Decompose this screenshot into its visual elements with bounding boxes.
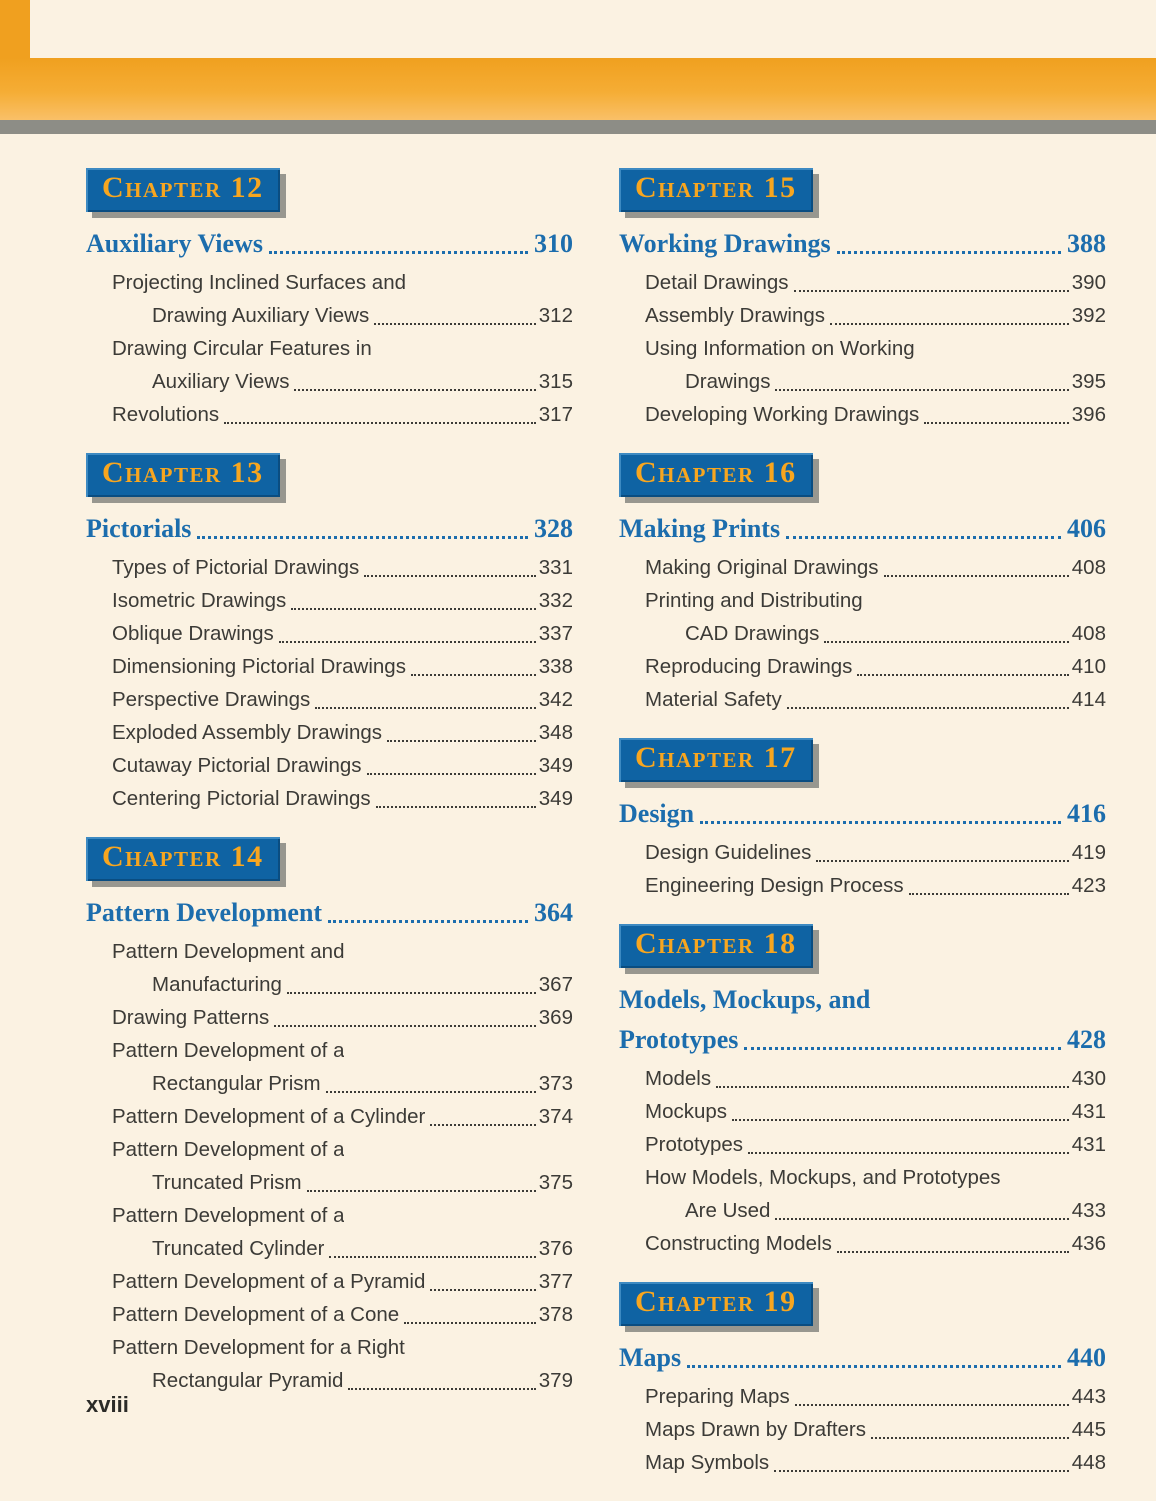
dot-leader — [329, 1256, 535, 1258]
toc-entry-line — [86, 782, 573, 815]
toc-entry-text: Developing Working Drawings — [645, 403, 920, 426]
toc-entry-page-number: 379 — [538, 1369, 573, 1392]
chapter-badge-row — [619, 1282, 1106, 1332]
chapter-badge: Chapter 19 — [619, 1282, 813, 1326]
toc-entry-page-number: 332 — [538, 589, 573, 612]
toc-entry-page-number: 433 — [1071, 1199, 1106, 1222]
toc-entry-line — [619, 1380, 1106, 1413]
toc-entry-line — [619, 1413, 1106, 1446]
toc-entry-line — [86, 1133, 573, 1166]
toc-entry-text: Making Original Drawings — [645, 556, 879, 579]
chapter-badge-row — [619, 738, 1106, 788]
toc-entry-line — [86, 650, 573, 683]
toc-entry-page-number: 390 — [1071, 271, 1106, 294]
toc-entry-line — [86, 683, 573, 716]
toc-entry-text: Pattern Development of a — [112, 1039, 345, 1062]
dot-leader — [924, 422, 1069, 424]
toc-entry-line — [86, 1034, 573, 1067]
dot-leader — [367, 773, 536, 775]
dot-leader — [787, 707, 1069, 709]
toc-entry-text: Drawings — [685, 370, 771, 393]
toc-entry-line — [619, 584, 1106, 617]
toc-entry-page-number: 315 — [538, 370, 573, 393]
dot-leader — [274, 1025, 536, 1027]
toc-entry-text: Pattern Development and — [112, 940, 345, 963]
toc-entry-text: Models — [645, 1067, 712, 1090]
chapter-title-line — [619, 982, 1106, 1018]
dot-leader — [795, 1404, 1069, 1406]
toc-entry-line — [619, 1161, 1106, 1194]
dot-leader — [816, 860, 1068, 862]
dot-leader — [294, 389, 535, 391]
dot-leader — [404, 1322, 536, 1324]
chapter-title-text: Design — [619, 799, 695, 828]
chapter-page-number: 416 — [1067, 799, 1106, 828]
toc-entry-page-number: 367 — [538, 973, 573, 996]
toc-entry-text: Assembly Drawings — [645, 304, 825, 327]
toc-entry-page-number: 312 — [538, 304, 573, 327]
toc-entry-text: Pattern Development of a Pyramid — [112, 1270, 426, 1293]
toc-entry-page-number: 378 — [538, 1303, 573, 1326]
toc-entry-text: Constructing Models — [645, 1232, 832, 1255]
toc-entry-text: Pattern Development for a Right — [112, 1336, 405, 1359]
chapter-badge: Chapter 14 — [86, 837, 280, 881]
dot-leader — [326, 1091, 536, 1093]
toc-entry-text: Drawing Auxiliary Views — [152, 304, 370, 327]
toc-entry-line — [86, 1232, 573, 1265]
toc-entry-page-number: 408 — [1071, 556, 1106, 579]
toc-entry-line — [86, 1364, 573, 1397]
gray-shadow-band — [0, 120, 1156, 134]
toc-entry-text: Truncated Prism — [152, 1171, 302, 1194]
toc-entry-text: Rectangular Pyramid — [152, 1369, 344, 1392]
toc-entry-line — [619, 1062, 1106, 1095]
toc-entry-page-number: 445 — [1071, 1418, 1106, 1441]
chapter-title-text: Maps — [619, 1343, 682, 1372]
toc-entry-text: Drawing Circular Features in — [112, 337, 372, 360]
toc-entry-text: Drawing Patterns — [112, 1006, 270, 1029]
toc-entry-page-number: 338 — [538, 655, 573, 678]
dot-leader — [328, 920, 528, 923]
chapter-badge-row — [619, 924, 1106, 974]
toc-entry-page-number: 448 — [1071, 1451, 1106, 1474]
toc-entry-text: Mockups — [645, 1100, 728, 1123]
toc-entry-text: Exploded Assembly Drawings — [112, 721, 383, 744]
toc-entry-line — [619, 1446, 1106, 1479]
toc-columns — [86, 168, 1106, 1501]
dot-leader — [279, 641, 536, 643]
toc-entry-line — [619, 299, 1106, 332]
dot-leader — [716, 1086, 1069, 1088]
toc-entry-text: Prototypes — [645, 1133, 743, 1156]
toc-entry-page-number: 348 — [538, 721, 573, 744]
chapter-page-number: 440 — [1067, 1343, 1106, 1372]
chapter-badge: Chapter 15 — [619, 168, 813, 212]
toc-entry-text: Centering Pictorial Drawings — [112, 787, 371, 810]
dot-leader — [794, 290, 1069, 292]
chapter-page-number: 406 — [1067, 514, 1106, 543]
dot-leader — [837, 251, 1061, 254]
toc-entry-line — [619, 617, 1106, 650]
dot-leader — [775, 1218, 1068, 1220]
toc-entry-text: Types of Pictorial Drawings — [112, 556, 360, 579]
toc-entry-page-number: 443 — [1071, 1385, 1106, 1408]
chapter-title-text: Prototypes — [619, 1025, 739, 1054]
toc-entry-text: Map Symbols — [645, 1451, 770, 1474]
toc-column — [619, 168, 1106, 1501]
dot-leader — [430, 1124, 535, 1126]
dot-leader — [837, 1251, 1069, 1253]
chapter-badge-row — [86, 453, 573, 503]
chapter-page-number: 428 — [1067, 1025, 1106, 1054]
chapter-page-number: 364 — [534, 898, 573, 927]
toc-entry-page-number: 377 — [538, 1270, 573, 1293]
toc-entry-line — [86, 1067, 573, 1100]
chapter-section — [86, 168, 573, 431]
toc-entry-line — [619, 1095, 1106, 1128]
toc-entry-page-number: 410 — [1071, 655, 1106, 678]
toc-entry-text: Truncated Cylinder — [152, 1237, 325, 1260]
dot-leader — [197, 536, 528, 539]
toc-entry-page-number: 337 — [538, 622, 573, 645]
toc-entry-line — [619, 1128, 1106, 1161]
dot-leader — [687, 1365, 1061, 1368]
chapter-title-line — [619, 511, 1106, 547]
dot-leader — [430, 1289, 535, 1291]
chapter-section — [619, 738, 1106, 902]
toc-entry-line — [619, 1227, 1106, 1260]
dot-leader — [348, 1388, 535, 1390]
toc-entry-text: Manufacturing — [152, 973, 282, 996]
toc-entry-line — [619, 365, 1106, 398]
toc-entry-page-number: 408 — [1071, 622, 1106, 645]
toc-entry-line — [86, 299, 573, 332]
toc-entry-line — [619, 836, 1106, 869]
dot-leader — [786, 536, 1061, 539]
chapter-section — [619, 453, 1106, 716]
toc-entry-line — [86, 1199, 573, 1232]
toc-entry-line — [86, 398, 573, 431]
chapter-badge-row — [86, 837, 573, 887]
chapter-title-text: Working Drawings — [619, 229, 831, 258]
toc-entry-line — [619, 332, 1106, 365]
toc-column — [86, 168, 573, 1501]
chapter-badge: Chapter 12 — [86, 168, 280, 212]
toc-entry-text: Projecting Inclined Surfaces and — [112, 271, 407, 294]
dot-leader — [387, 740, 536, 742]
toc-entry-text: Using Information on Working — [645, 337, 915, 360]
toc-entry-text: Oblique Drawings — [112, 622, 274, 645]
toc-entry-page-number: 349 — [538, 754, 573, 777]
dot-leader — [374, 323, 536, 325]
dot-leader — [830, 323, 1069, 325]
dot-leader — [411, 674, 536, 676]
chapter-badge-row — [619, 168, 1106, 218]
toc-entry-text: Engineering Design Process — [645, 874, 904, 897]
toc-entry-page-number: 423 — [1071, 874, 1106, 897]
toc-entry-line — [86, 365, 573, 398]
chapter-badge: Chapter 18 — [619, 924, 813, 968]
toc-entry-text: Pattern Development of a Cylinder — [112, 1105, 426, 1128]
dot-leader — [224, 422, 536, 424]
toc-entry-page-number: 369 — [538, 1006, 573, 1029]
toc-entry-text: Pattern Development of a — [112, 1138, 345, 1161]
toc-entry-line — [86, 935, 573, 968]
toc-entry-page-number: 317 — [538, 403, 573, 426]
toc-entry-text: Perspective Drawings — [112, 688, 311, 711]
toc-entry-line — [86, 584, 573, 617]
toc-entry-line — [86, 1265, 573, 1298]
toc-entry-page-number: 349 — [538, 787, 573, 810]
toc-entry-line — [86, 716, 573, 749]
toc-entry-line — [86, 266, 573, 299]
chapter-title-line — [619, 1340, 1106, 1376]
toc-entry-text: Dimensioning Pictorial Drawings — [112, 655, 406, 678]
dot-leader — [376, 806, 536, 808]
orange-header-band — [0, 58, 1156, 120]
chapter-title-line — [619, 796, 1106, 832]
dot-leader — [824, 641, 1068, 643]
toc-entry-line — [86, 332, 573, 365]
chapter-title-line — [86, 511, 573, 547]
chapter-title-line — [619, 1022, 1106, 1058]
dot-leader — [857, 674, 1068, 676]
dot-leader — [775, 389, 1068, 391]
toc-entry-page-number: 375 — [538, 1171, 573, 1194]
toc-entry-text: Pattern Development of a Cone — [112, 1303, 400, 1326]
toc-entry-page-number: 392 — [1071, 304, 1106, 327]
toc-entry-line — [619, 1194, 1106, 1227]
toc-entry-line — [619, 398, 1106, 431]
chapter-section — [86, 453, 573, 815]
toc-entry-text: Isometric Drawings — [112, 589, 287, 612]
toc-entry-page-number: 419 — [1071, 841, 1106, 864]
dot-leader — [307, 1190, 536, 1192]
chapter-badge-row — [86, 168, 573, 218]
chapter-title-text: Pictorials — [86, 514, 192, 543]
toc-entry-text: Cutaway Pictorial Drawings — [112, 754, 362, 777]
toc-entry-page-number: 376 — [538, 1237, 573, 1260]
toc-entry-text: Maps Drawn by Drafters — [645, 1418, 867, 1441]
toc-entry-text: Pattern Development of a — [112, 1204, 345, 1227]
chapter-page-number: 328 — [534, 514, 573, 543]
toc-entry-line — [86, 551, 573, 584]
toc-entry-line — [619, 266, 1106, 299]
toc-entry-text: Are Used — [685, 1199, 771, 1222]
chapter-title-text: Pattern Development — [86, 898, 323, 927]
chapter-badge: Chapter 16 — [619, 453, 813, 497]
toc-entry-page-number: 431 — [1071, 1100, 1106, 1123]
corner-orange-block — [0, 0, 30, 58]
chapter-page-number: 388 — [1067, 229, 1106, 258]
toc-entry-line — [619, 650, 1106, 683]
dot-leader — [909, 893, 1069, 895]
dot-leader — [364, 575, 536, 577]
dot-leader — [700, 821, 1061, 824]
dot-leader — [269, 251, 528, 254]
toc-entry-text: Revolutions — [112, 403, 220, 426]
toc-entry-text: Detail Drawings — [645, 271, 789, 294]
chapter-badge: Chapter 13 — [86, 453, 280, 497]
chapter-title-line — [86, 226, 573, 262]
toc-entry-text: Auxiliary Views — [152, 370, 290, 393]
chapter-badge-row — [619, 453, 1106, 503]
dot-leader — [315, 707, 536, 709]
toc-entry-page-number: 430 — [1071, 1067, 1106, 1090]
dot-leader — [884, 575, 1069, 577]
dot-leader — [291, 608, 535, 610]
dot-leader — [871, 1437, 1069, 1439]
page-folio: xviii — [86, 1392, 129, 1417]
toc-entry-page-number: 342 — [538, 688, 573, 711]
toc-entry-page-number: 374 — [538, 1105, 573, 1128]
toc-entry-line — [86, 617, 573, 650]
toc-entry-text: Reproducing Drawings — [645, 655, 853, 678]
toc-entry-line — [86, 749, 573, 782]
toc-entry-line — [619, 869, 1106, 902]
toc-entry-line — [619, 683, 1106, 716]
dot-leader — [744, 1047, 1061, 1050]
dot-leader — [774, 1470, 1069, 1472]
toc-entry-page-number: 436 — [1071, 1232, 1106, 1255]
toc-entry-line — [86, 1298, 573, 1331]
toc-entry-page-number: 431 — [1071, 1133, 1106, 1156]
chapter-title-line — [86, 895, 573, 931]
toc-entry-text: CAD Drawings — [685, 622, 820, 645]
toc-entry-line — [86, 1001, 573, 1034]
toc-entry-page-number: 395 — [1071, 370, 1106, 393]
chapter-title-text: Making Prints — [619, 514, 781, 543]
toc-entry-page-number: 396 — [1071, 403, 1106, 426]
toc-entry-line — [86, 1166, 573, 1199]
chapter-badge: Chapter 17 — [619, 738, 813, 782]
chapter-section — [619, 168, 1106, 431]
toc-entry-text: Preparing Maps — [645, 1385, 790, 1408]
chapter-title-text: Auxiliary Views — [86, 229, 263, 258]
chapter-section — [619, 924, 1106, 1260]
dot-leader — [732, 1119, 1069, 1121]
toc-entry-page-number: 414 — [1071, 688, 1106, 711]
chapter-title-line — [619, 226, 1106, 262]
toc-entry-page-number: 373 — [538, 1072, 573, 1095]
toc-entry-text: Printing and Distributing — [645, 589, 863, 612]
toc-entry-line — [86, 1331, 573, 1364]
toc-entry-line — [86, 1100, 573, 1133]
chapter-section — [86, 837, 573, 1397]
toc-entry-page-number: 331 — [538, 556, 573, 579]
toc-entry-line — [86, 968, 573, 1001]
toc-entry-text: How Models, Mockups, and Prototypes — [645, 1166, 1001, 1189]
toc-entry-text: Rectangular Prism — [152, 1072, 321, 1095]
toc-entry-text: Design Guidelines — [645, 841, 812, 864]
dot-leader — [748, 1152, 1069, 1154]
chapter-title-text: Models, Mockups, and — [619, 985, 871, 1014]
chapter-section — [619, 1282, 1106, 1479]
toc-entry-line — [619, 551, 1106, 584]
dot-leader — [287, 992, 536, 994]
toc-entry-text: Material Safety — [645, 688, 782, 711]
chapter-page-number: 310 — [534, 229, 573, 258]
